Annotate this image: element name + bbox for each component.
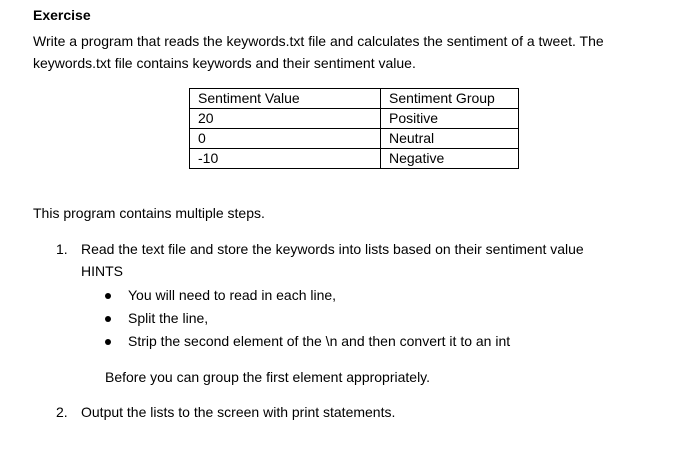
bullet-text: Split the line,: [128, 310, 209, 326]
header-sentiment-group: Sentiment Group: [381, 89, 519, 109]
table-header-row: [190, 89, 519, 109]
bullet-text: Strip the second element of the \n and then convert it to an int: [128, 333, 511, 349]
table-cell-value: -10: [190, 149, 381, 169]
table-cell-value: 20: [190, 109, 381, 129]
table-cell-value: 0: [190, 129, 381, 149]
step-number: 2.: [56, 404, 68, 420]
step-number: 1.: [56, 241, 68, 257]
table-row: [190, 109, 519, 129]
bullet-text: You will need to read in each line,: [128, 287, 337, 303]
before-note: Before you can group the first element appropriately.: [105, 369, 431, 385]
bullet-icon: [105, 339, 111, 345]
hints-label: HINTS: [81, 263, 123, 279]
table-cell-group: Positive: [381, 109, 519, 129]
step-text: Output the lists to the screen with print statements.: [81, 404, 396, 420]
table-row: [190, 149, 519, 169]
header-sentiment-value: Sentiment Value: [190, 89, 381, 109]
bullet-icon: [105, 316, 111, 322]
intro-paragraph: Write a program that reads the keywords.txt file and calculates the sentiment of a tweet. The keywords.txt file contains keywords and their sentiment value.: [33, 33, 604, 71]
step-text: Read the text file and store the keywords into lists based on their sentiment value: [81, 241, 584, 257]
table-row: [190, 129, 519, 149]
table-cell-group: Negative: [381, 149, 519, 169]
bullet-icon: [105, 293, 111, 299]
exercise-heading: Exercise: [33, 7, 91, 23]
table-cell-group: Neutral: [381, 129, 519, 149]
steps-intro-text: This program contains multiple steps.: [33, 205, 265, 221]
sentiment-table: [189, 88, 519, 169]
